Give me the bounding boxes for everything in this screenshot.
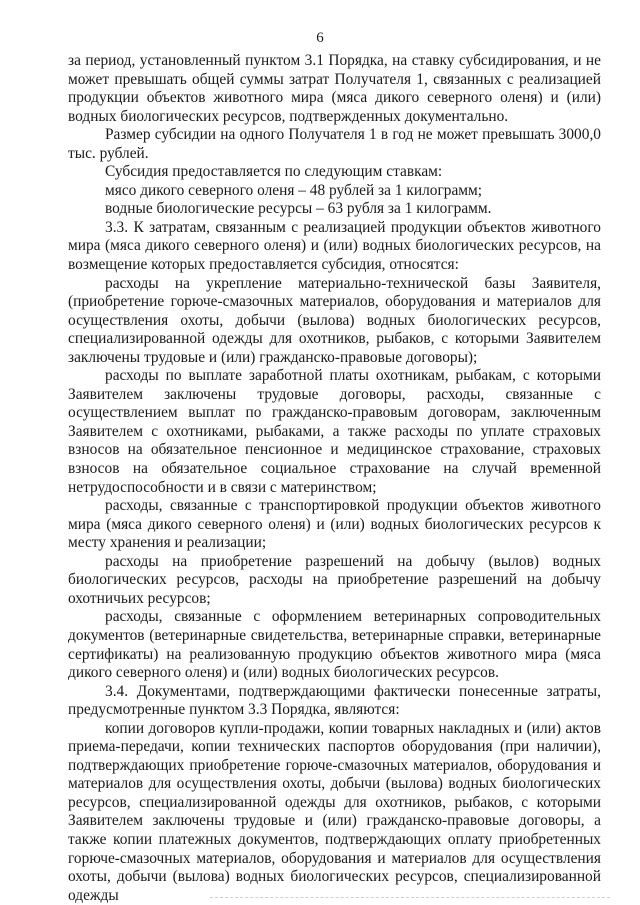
paragraph-rate-aquatic: водные биологические ресурсы – 63 рубля за 1 килограмм. (105, 200, 492, 218)
paragraph-section-3-4: 3.4. Документами, подтверждающими фактически понесенные затраты, предусмотренные пунктом 3.3 Порядка, являются: (68, 682, 601, 719)
paragraph-documents-copies: копии договоров купли-продажи, копии товарных накладных и (или) актов приема-передачи, копии технических паспортов оборудования (при наличии), подтверждающих приобретение горюче-смазочных материалов, оборудования и материалов для осуществления охоты, добычи (вылова) водных биологических ресурсов, специализированной одежды для охотников, рыбаков, с которыми Заявителем заключены трудовые и (или) гражданско-правовые договоры, а также копии платежных документов, подтверждающих оплату приобретенных горюче-смазочных материалов, оборудования и материалов для осуществления охоты, добычи (вылова) водных биологических ресурсов, специализированной одежды (68, 719, 601, 904)
paragraph-costs-material-base: расходы на укрепление материально-технической базы Заявителя, (приобретение горюче-смазочных материалов, оборудования и материалов для осуществления охоты, добычи (вылова) водных биологических ресурсов, специализированной одежды для охотников, рыбаков, с которыми Заявителем заключены трудовые и (или) гражданско-правовые договоры); (68, 274, 601, 366)
paragraph-section-3-3: 3.3. К затратам, связанным с реализацией продукции объектов животного мира (мяса дикого северного оленя) и (или) водных биологических ресурсов, на возмещение которых предоставляется субсидия, относятся: (68, 218, 601, 274)
document-body (68, 52, 601, 905)
paragraph-rates-intro: Субсидия предоставляется по следующим ставкам: (105, 163, 443, 181)
page-number: 6 (316, 30, 324, 46)
paragraph-rate-deer-meat: мясо дикого северного оленя – 48 рублей за 1 килограмм; (105, 181, 483, 199)
paragraph-subsidy-limit: Размер субсидии на одного Получателя 1 в год не может превышать 3000,0 тыс. рублей. (68, 126, 601, 162)
paragraph-costs-veterinary: расходы, связанные с оформлением ветеринарных сопроводительных документов (ветеринарные свидетельства, ветеринарные справки, ветеринарные сертификаты) на реализованную продукцию объектов животного мира (мяса дикого северного оленя) и (или) водных биологических ресурсов. (68, 608, 601, 682)
paragraph-costs-transport: расходы, связанные с транспортировкой продукции объектов животного мира (мяса дикого северного оленя) и (или) водных биологических ресурсов к месту хранения и реализации; (68, 497, 601, 552)
paragraph-subsidy-period: за период, установленный пунктом 3.1 Порядка, на ставку субсидирования, и не может превышать общей суммы затрат Получателя 1, связанных с реализацией продукции объектов животного мира (мяса дикого северного оленя) и (или) водных биологических ресурсов, подтвержденных документально. (68, 52, 601, 125)
paragraph-costs-permits: расходы на приобретение разрешений на добычу (вылов) водных биологических ресурсов, расходы на приобретение разрешений на добычу охотничьих ресурсов; (68, 552, 601, 607)
scan-edge-line (210, 897, 610, 898)
paragraph-costs-salary: расходы по выплате заработной платы охотникам, рыбакам, с которыми Заявителем заключены трудовые договоры, расходы, связанные с осуществлением выплат по гражданско-правовым договорам, заключенным Заявителем с охотниками, рыбаками, а также расходы по уплате страховых взносов на обязательное пенсионное и медицинское страхование, страховых взносов на обязательное социальное страхование на случай временной нетрудоспособности и в связи с материнством; (68, 367, 601, 496)
